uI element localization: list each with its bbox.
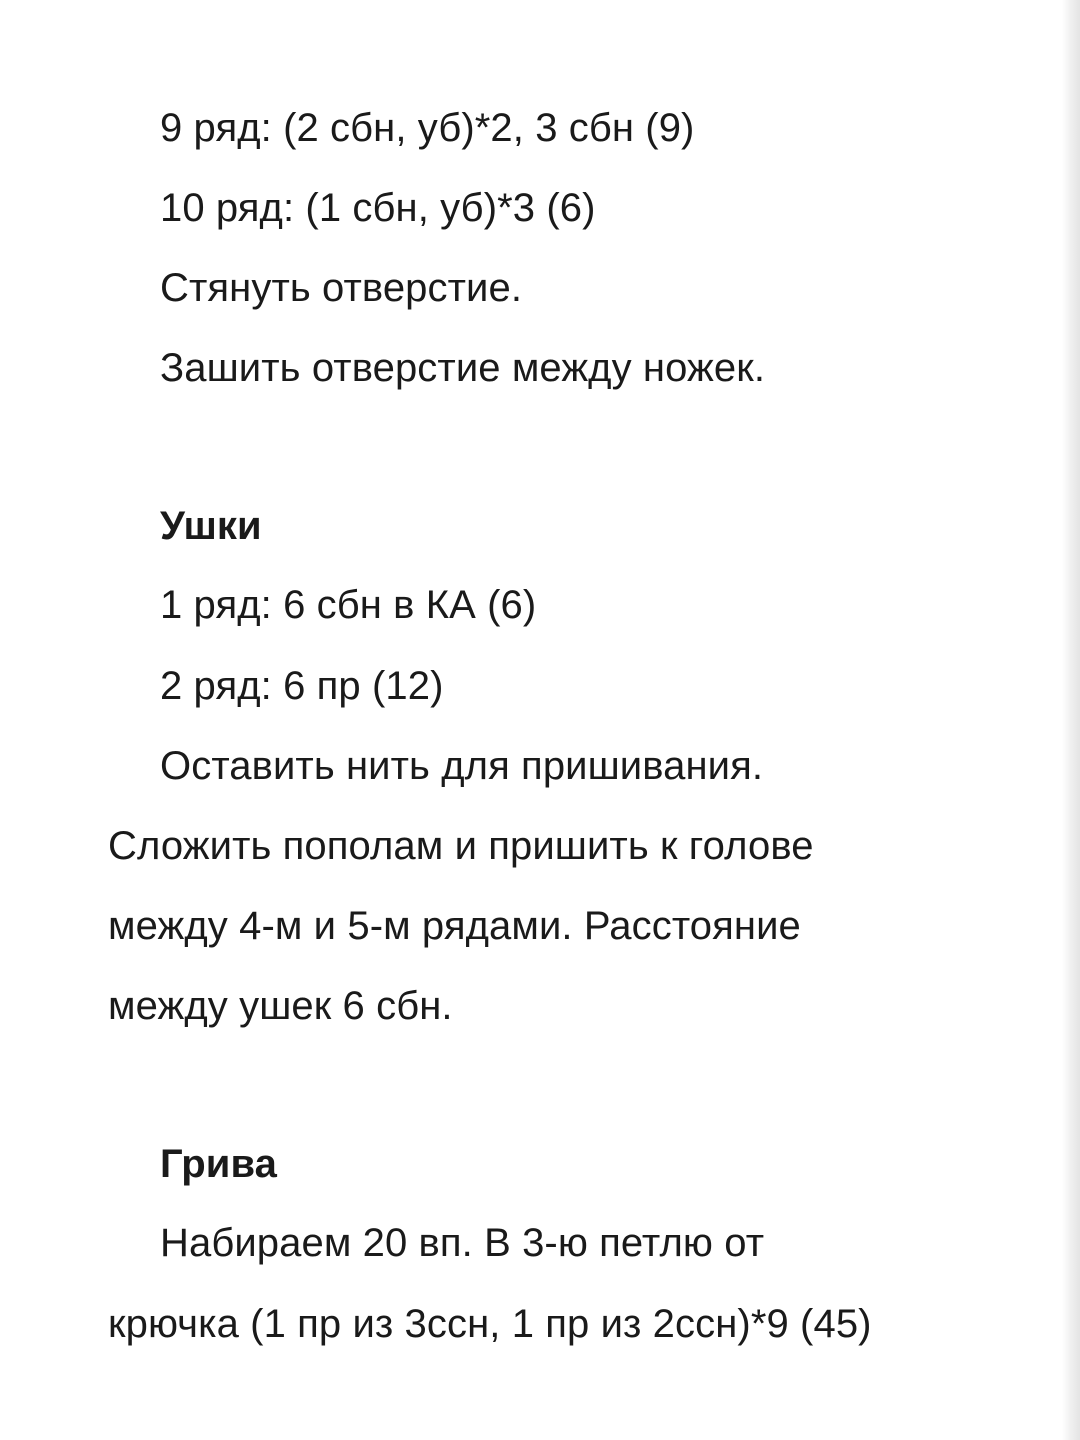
body-line: Стянуть отверстие. — [160, 266, 523, 310]
body-line: 10 ряд: (1 сбн, уб)*3 (6) — [160, 186, 596, 230]
body-line: Зашить отверстие между ножек. — [160, 346, 766, 390]
ears-line: 1 ряд: 6 сбн в КА (6) — [160, 583, 537, 627]
mane-heading: Грива — [160, 1142, 277, 1186]
ears-line: Сложить пополам и пришить к голове — [108, 824, 814, 868]
ears-line: 2 ряд: 6 пр (12) — [160, 664, 444, 708]
body-line: 9 ряд: (2 сбн, уб)*2, 3 сбн (9) — [160, 106, 695, 150]
ears-line: Оставить нить для пришивания. — [160, 744, 764, 788]
ears-line: между 4-м и 5-м рядами. Расстояние — [108, 904, 801, 948]
ears-heading: Ушки — [160, 504, 262, 548]
mane-line: Набираем 20 вп. В 3-ю петлю от — [160, 1221, 765, 1265]
ears-line: между ушек 6 сбн. — [108, 984, 453, 1028]
page-edge-shadow — [1062, 0, 1080, 1440]
mane-line: крючка (1 пр из 3ссн, 1 пр из 2ссн)*9 (45) — [108, 1302, 872, 1346]
